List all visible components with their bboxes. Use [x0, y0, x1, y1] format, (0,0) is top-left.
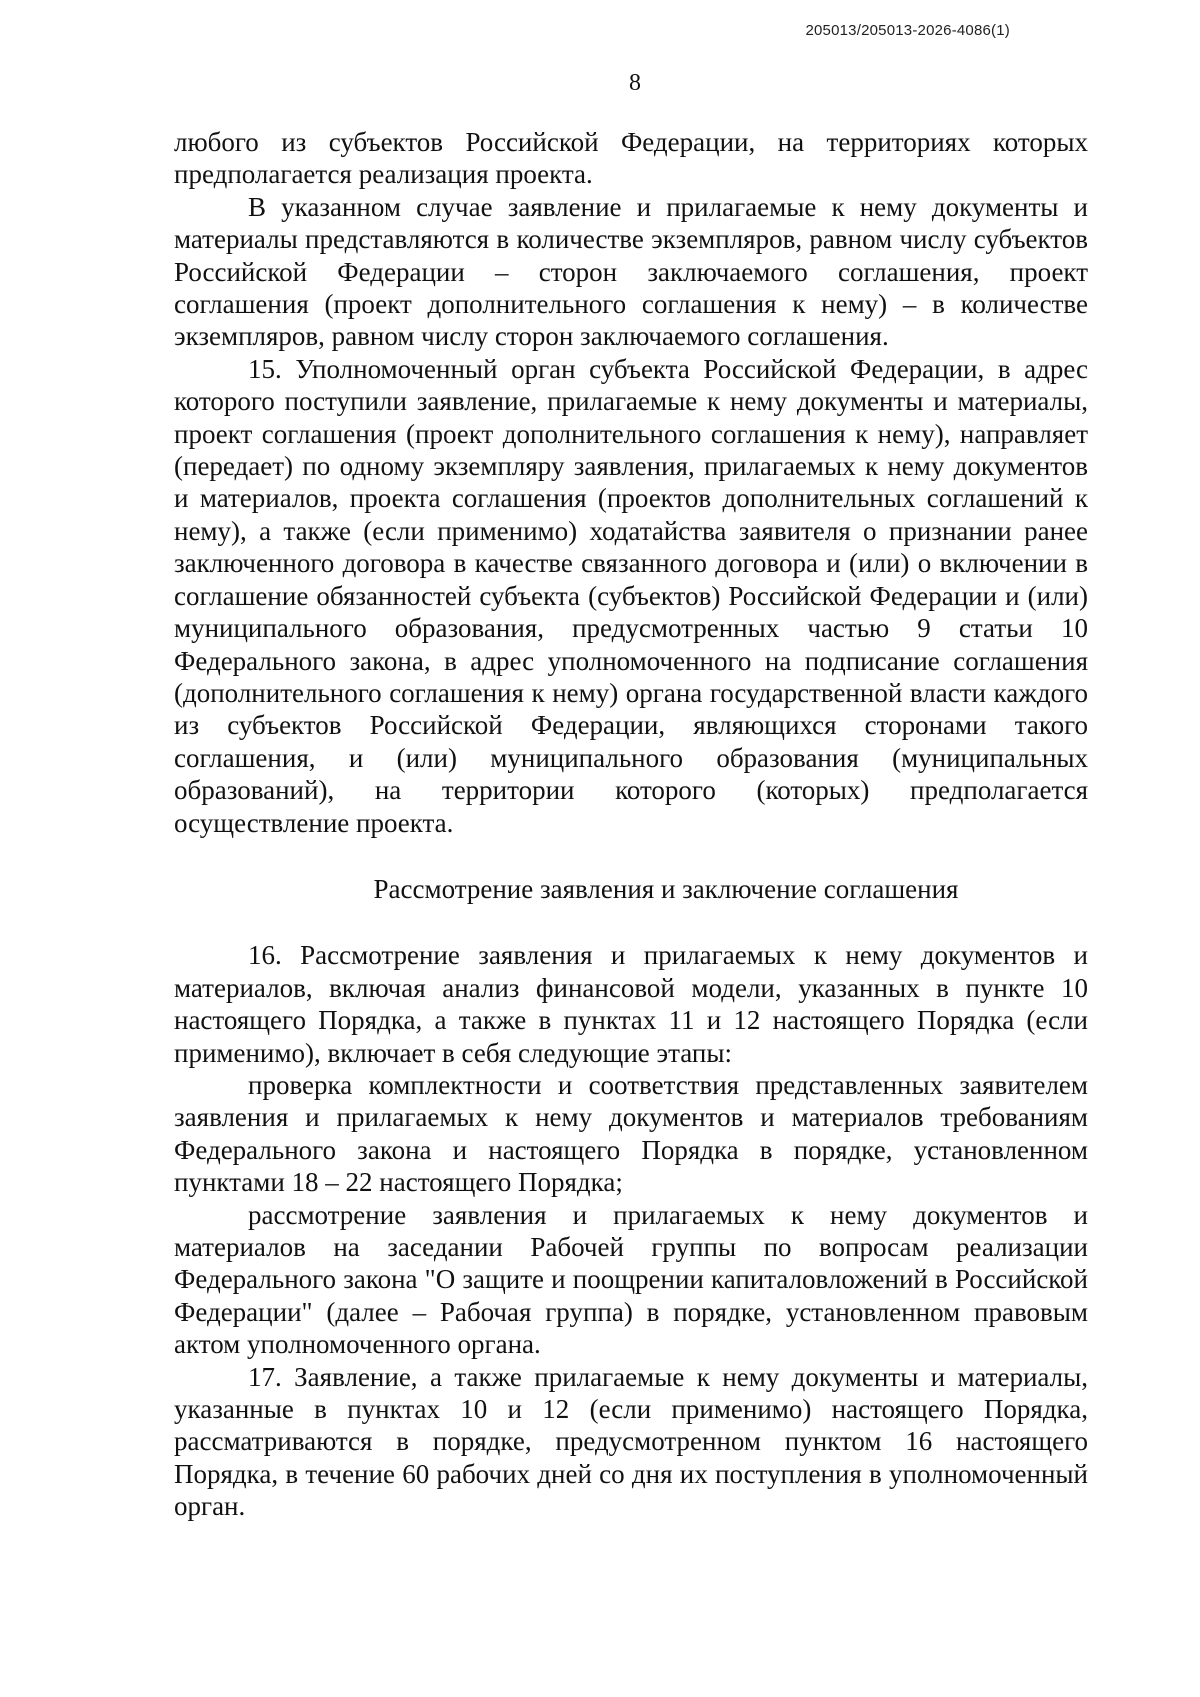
document-body [174, 126, 1088, 1523]
paragraph: проверка комплектности и соответствия представленных заявителем заявления и прилагаемых к нему документов и материалов требованиям Федерального закона и настоящего Порядка в порядке, установленном пунктами 18 – 22 настоящего Порядка; [174, 1069, 1088, 1198]
paragraph-item-17: 17. Заявление, а также прилагаемые к нему документы и материалы, указанные в пунктах 10 и 12 (если применимо) настоящего Порядка, рассматриваются в порядке, предусмотренном пунктом 16 настоящего Порядка, в течение 60 рабочих дней со дня их поступления в уполномоченный орган. [174, 1361, 1088, 1522]
page-number: 8 [629, 70, 641, 96]
paragraph-item-15: 15. Уполномоченный орган субъекта Российской Федерации, в адрес которого поступили заявление, прилагаемые к нему документы и материалы, проект соглашения (проект дополнительного соглашения к нему), направляет (передает) по одному экземпляру заявления, прилагаемых к нему документов и материалов, проекта соглашения (проектов дополнительных соглашений к нему), а также (если применимо) ходатайства заявителя о признании ранее заключенного договора в качестве связанного договора и (или) о включении в соглашение обязанностей субъекта (субъектов) Российской Федерации и (или) муниципального образования, предусмотренных частью 9 статьи 10 Федерального закона, в адрес уполномоченного на подписание соглашения (дополнительного соглашения к нему) органа государственной власти каждого из субъектов Российской Федерации, являющихся сторонами такого соглашения, и (или) муниципального образования (муниципальных образований), на территории которого (которых) предполагается осуществление проекта. [174, 353, 1088, 838]
document-id: 205013/205013-2026-4086(1) [805, 22, 1010, 39]
section-heading: Рассмотрение заявления и заключение соглашения [373, 873, 959, 904]
paragraph-item-16: 16. Рассмотрение заявления и прилагаемых к нему документов и материалов, включая анализ финансовой модели, указанных в пункте 10 настоящего Порядка, а также в пунктах 11 и 12 настоящего Порядка (если применимо), включает в себя следующие этапы: [174, 940, 1088, 1068]
paragraph: В указанном случае заявление и прилагаемые к нему документы и материалы представляются в количестве экземпляров, равном числу субъектов Российской Федерации – сторон заключаемого соглашения, проект соглашения (проект дополнительного соглашения к нему) – в количестве экземпляров, равном числу сторон заключаемого соглашения. [174, 191, 1088, 352]
paragraph-continuation: любого из субъектов Российской Федерации, на территориях которых предполагается реализация проекта. [174, 127, 1088, 190]
paragraph: рассмотрение заявления и прилагаемых к нему документов и материалов на заседании Рабочей группы по вопросам реализации Федерального закона "О защите и поощрении капиталовложений в Российской Федерации" (далее – Рабочая группа) в порядке, установленном правовым актом уполномоченного органа. [174, 1199, 1088, 1360]
